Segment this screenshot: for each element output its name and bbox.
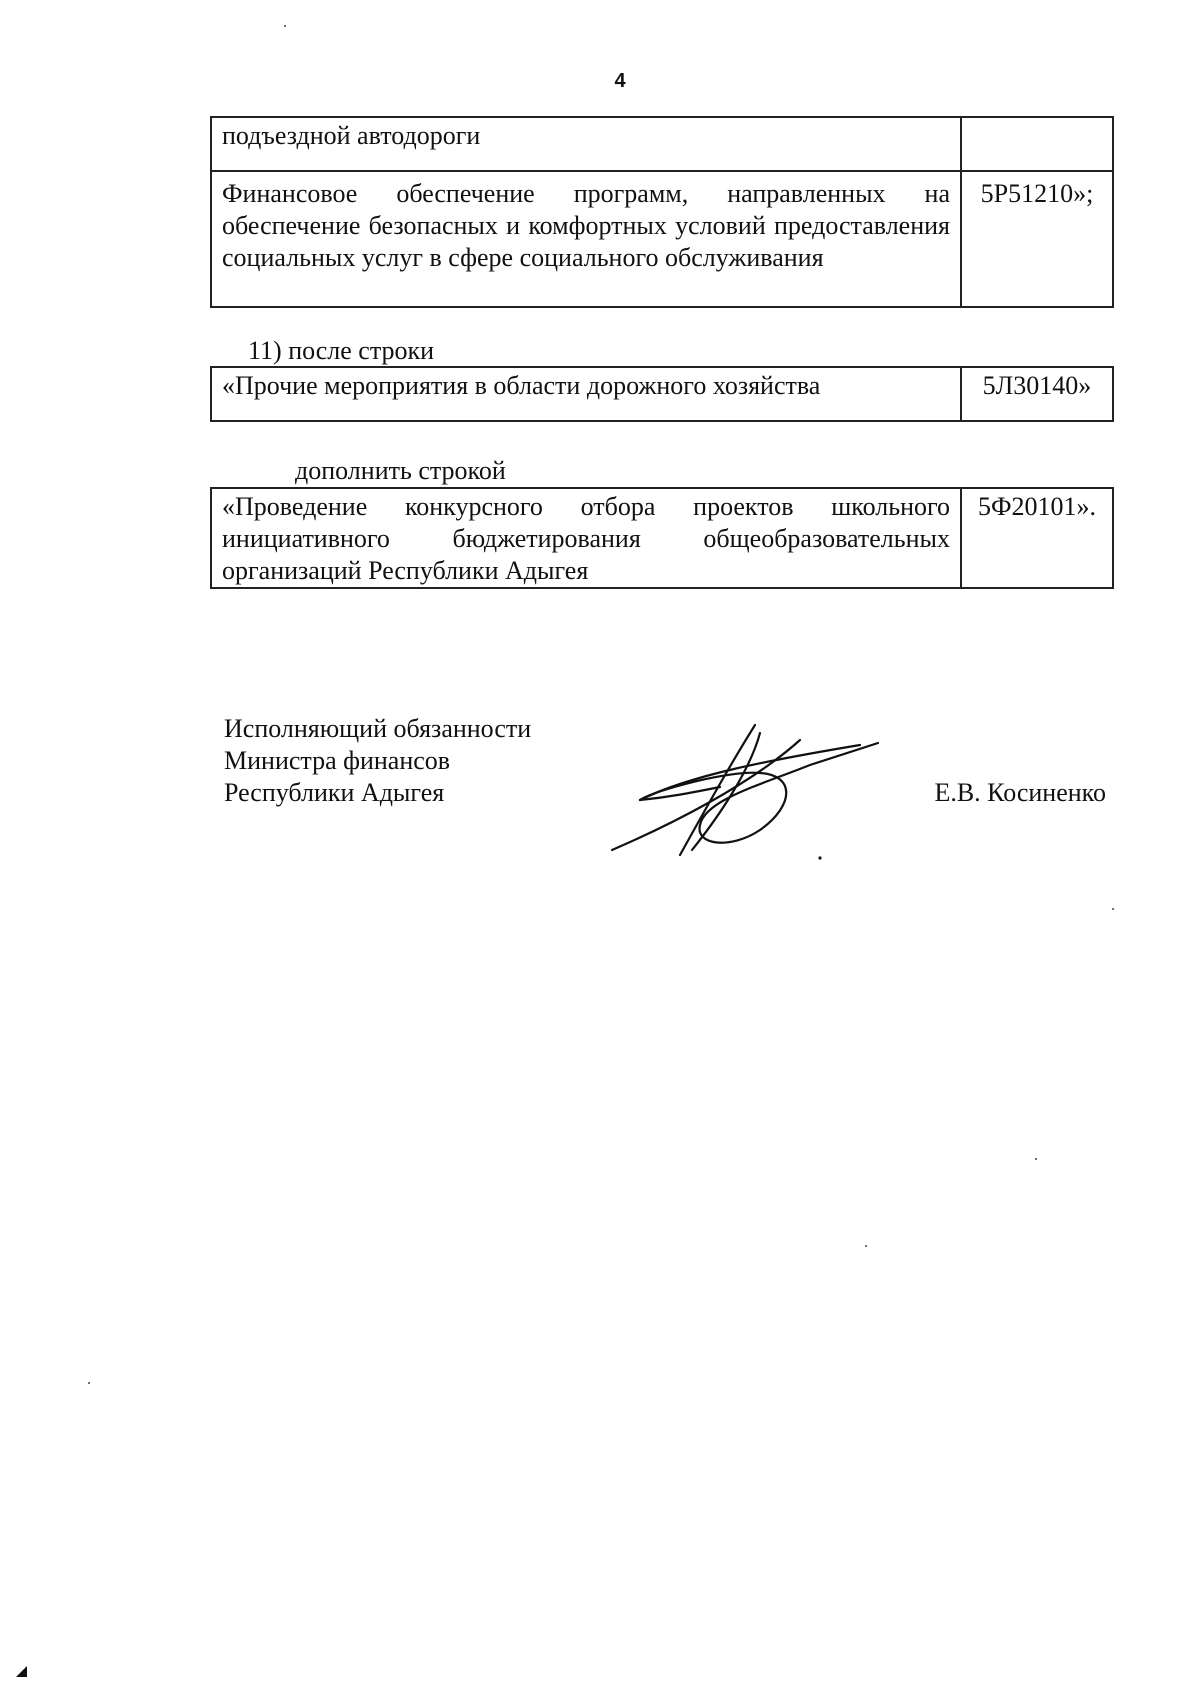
- amendment-instruction: 11) после строки: [248, 336, 435, 365]
- scan-speck: [865, 1245, 867, 1247]
- signatory-title-line: Республики Адыгея: [224, 778, 445, 807]
- table-row: [211, 488, 1113, 588]
- expense-code-cell: 5Ф20101».: [961, 488, 1113, 588]
- expense-name-cell: «Прочие мероприятия в области дорожного хозяйства: [211, 367, 961, 421]
- signatory-title-line: Министра финансов: [224, 746, 451, 775]
- signatory-name: Е.В. Косиненко: [934, 778, 1106, 807]
- scan-speck: [284, 25, 286, 27]
- scan-speck: [88, 1382, 90, 1384]
- table-row: [211, 117, 1113, 171]
- signatory-title: [224, 713, 531, 809]
- page-number: 4: [614, 70, 626, 92]
- expense-name-cell: «Проведение конкурсного отбора проектов школьного инициативного бюджетирования общеобразовательных организаций Республики Адыгея: [211, 488, 961, 588]
- table-row: [211, 171, 1113, 307]
- amendment-instruction: дополнить строкой: [295, 456, 506, 485]
- handwritten-signature: [610, 715, 890, 865]
- expense-code-cell: 5Л30140»: [961, 367, 1113, 421]
- new-row-table: [210, 487, 1114, 589]
- scan-speck: [1035, 1158, 1037, 1160]
- table-row: [211, 367, 1113, 421]
- existing-row-table: [210, 366, 1114, 422]
- budget-code-table: [210, 116, 1114, 308]
- expense-code-cell: [961, 117, 1113, 171]
- signatory-title-line: Исполняющий обязанности: [224, 714, 532, 743]
- scan-speck: [1112, 908, 1114, 910]
- expense-name-cell: Финансовое обеспечение программ, направленных на обеспечение безопасных и комфортных условий предоставления социальных услуг в сфере социального обслуживания: [211, 171, 961, 307]
- expense-code-cell: 5Р51210»;: [961, 171, 1113, 307]
- corner-mark: [16, 1666, 27, 1677]
- expense-name-cell: подъездной автодороги: [211, 117, 961, 171]
